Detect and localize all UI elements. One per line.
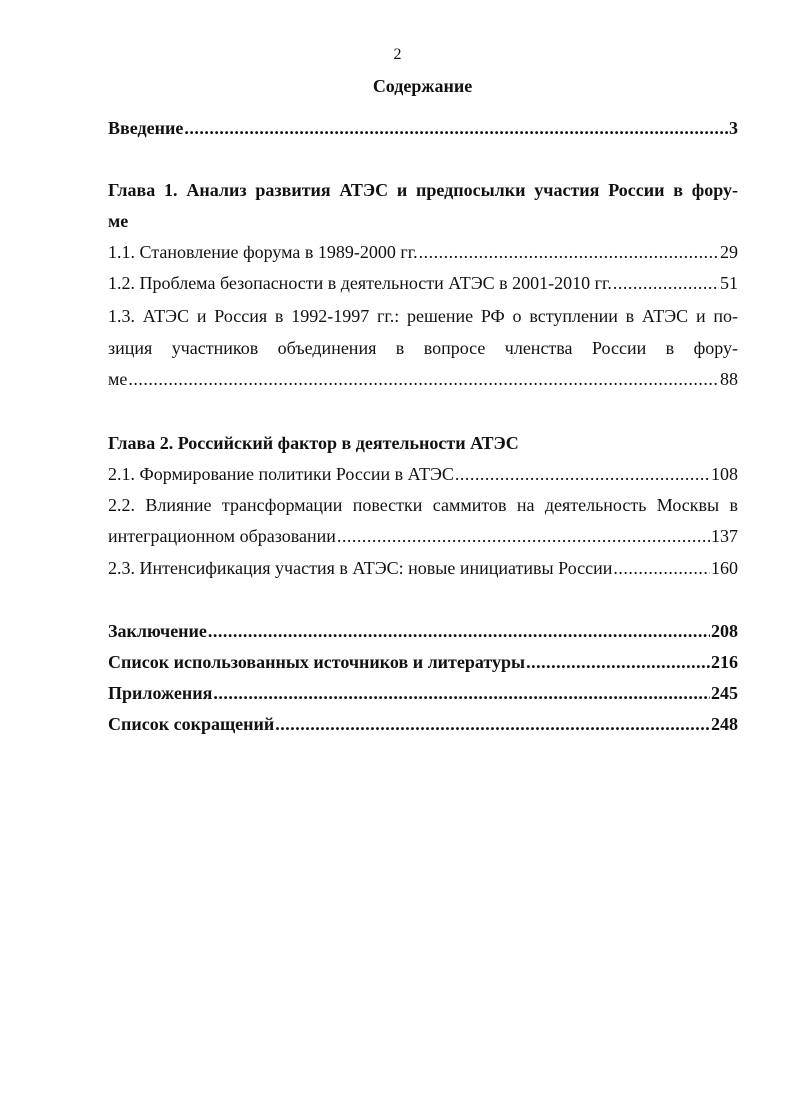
toc-entry-label: 1.1. Становление форума в 1989-2000 гг. [108,242,418,262]
toc-entry-bibliography[interactable] [108,651,738,673]
toc-entry-label: Список использованных источников и литературы [108,652,526,672]
dot-leader [184,117,728,139]
dot-leader [337,525,710,547]
toc-entry-2-2[interactable] [108,525,738,547]
toc-entry-abbreviations[interactable] [108,713,738,735]
toc-entry-1-3-line-2[interactable]: зиция участников объединения в вопросе членства России в фору- [108,338,738,358]
page-number: 2 [393,46,402,63]
toc-entry-page: 3 [729,118,738,138]
toc-entry-label: интеграционном образовании [108,526,336,546]
dot-leader [275,713,710,735]
chapter-2-heading[interactable]: Глава 2. Российский фактор в деятельности АТЭС [108,433,519,453]
toc-entry-conclusion[interactable] [108,620,738,642]
dot-leader [128,368,719,390]
toc-entry-page: 245 [711,683,738,703]
toc-entry-page: 29 [720,242,738,262]
toc-entry-label: ме [108,369,128,389]
toc-entry-label: Заключение [108,621,207,641]
toc-entry-2-3[interactable] [108,557,738,579]
toc-entry-1-1[interactable] [108,241,738,263]
chapter-1-heading-continued: ме [108,211,129,231]
chapter-1-heading[interactable]: Глава 1. Анализ развития АТЭС и предпосылки участия России в фору- [108,180,738,200]
toc-entry-label: 2.3. Интенсификация участия в АТЭС: новые инициативы России [108,558,613,578]
toc-entry-appendices[interactable] [108,682,738,704]
toc-entry-introduction[interactable] [108,117,738,139]
toc-entry-page: 108 [711,464,738,484]
dot-leader [613,272,719,294]
dot-leader [613,557,710,579]
toc-entry-label: 1.2. Проблема безопасности в деятельности АТЭС в 2001-2010 гг. [108,273,612,293]
page-title: Содержание [372,76,473,96]
toc-entry-1-3[interactable] [108,368,738,390]
toc-entry-page: 160 [711,558,738,578]
dot-leader [208,620,710,642]
toc-entry-1-3-line-1[interactable]: 1.3. АТЭС и Россия в 1992-1997 гг.: решение РФ о вступлении в АТЭС и по- [108,306,738,326]
toc-entry-label: Список сокращений [108,714,275,734]
toc-entry-page: 216 [711,652,738,672]
toc-entry-page: 208 [711,621,738,641]
dot-leader [526,651,710,673]
toc-entry-page: 51 [720,273,738,293]
toc-entry-1-2[interactable] [108,272,738,294]
toc-entry-label: Приложения [108,683,213,703]
toc-entry-label: 2.1. Формирование политики России в АТЭС [108,464,454,484]
toc-entry-page: 88 [720,369,738,389]
toc-entry-label: Введение [108,118,184,138]
toc-entry-2-2-line-1[interactable]: 2.2. Влияние трансформации повестки саммитов на деятельность Москвы в [108,495,738,515]
dot-leader [213,682,710,704]
dot-leader [419,241,719,263]
toc-entry-2-1[interactable] [108,463,738,485]
dot-leader [455,463,710,485]
toc-entry-page: 137 [711,526,738,546]
toc-entry-page: 248 [711,714,738,734]
